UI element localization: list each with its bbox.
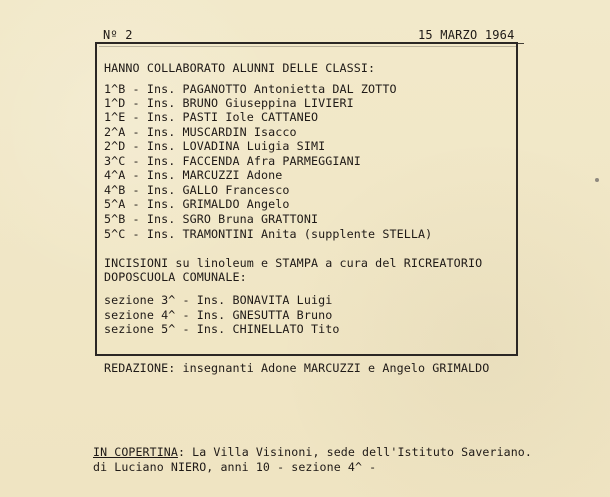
class-line-10: 5^B - Ins. SGRO Bruna GRATTONI <box>104 212 319 226</box>
cover-line-2: di Luciano NIERO, anni 10 - sezione 4^ - <box>93 460 377 474</box>
class-line-9: 5^A - Ins. GRIMALDO Angelo <box>104 197 290 211</box>
class-line-8: 4^B - Ins. GALLO Francesco <box>104 183 290 197</box>
paper-spot <box>595 178 599 182</box>
box-intro: HANNO COLLABORATO ALUNNI DELLE CLASSI: <box>104 61 376 75</box>
engraving-line-1: INCISIONI su linoleum e STAMPA a cura del RICREATORIO <box>104 256 483 270</box>
editorial-line: REDAZIONE: insegnanti Adone MARCUZZI e Angelo GRIMALDO <box>104 361 490 375</box>
class-line-1: 1^B - Ins. PAGANOTTO Antonietta DAL ZOTTO <box>104 82 397 96</box>
issue-number: Nº 2 <box>103 28 133 42</box>
class-line-6: 3^C - Ins. FACCENDA Afra PARMEGGIANI <box>104 154 361 168</box>
cover-label: IN COPERTINA <box>93 445 178 459</box>
issue-date: 15 MARZO 1964 <box>418 28 515 42</box>
class-line-2: 1^D - Ins. BRUNO Giuseppina LIVIERI <box>104 96 354 110</box>
class-line-4: 2^A - Ins. MUSCARDIN Isacco <box>104 125 297 139</box>
section-line-2: sezione 4^ - Ins. GNESUTTA Bruno <box>104 308 333 322</box>
cover-line-1-rest: : La Villa Visinoni, sede dell'Istituto Saveriano. <box>177 445 532 459</box>
section-line-1: sezione 3^ - Ins. BONAVITA Luigi <box>104 293 333 307</box>
section-line-3: sezione 5^ - Ins. CHINELLATO Tito <box>104 322 340 336</box>
class-line-11: 5^C - Ins. TRAMONTINI Anita (supplente STELLA) <box>104 227 433 241</box>
class-line-5: 2^D - Ins. LOVADINA Luigia SIMI <box>104 139 326 153</box>
engraving-line-2: DOPOSCUOLA COMUNALE: <box>104 270 247 284</box>
class-line-3: 1^E - Ins. PASTI Iole CATTANEO <box>104 110 319 124</box>
class-line-7: 4^A - Ins. MARCUZZI Adone <box>104 168 283 182</box>
box-top-shadow <box>99 46 516 47</box>
cover-line-1 <box>93 445 532 459</box>
